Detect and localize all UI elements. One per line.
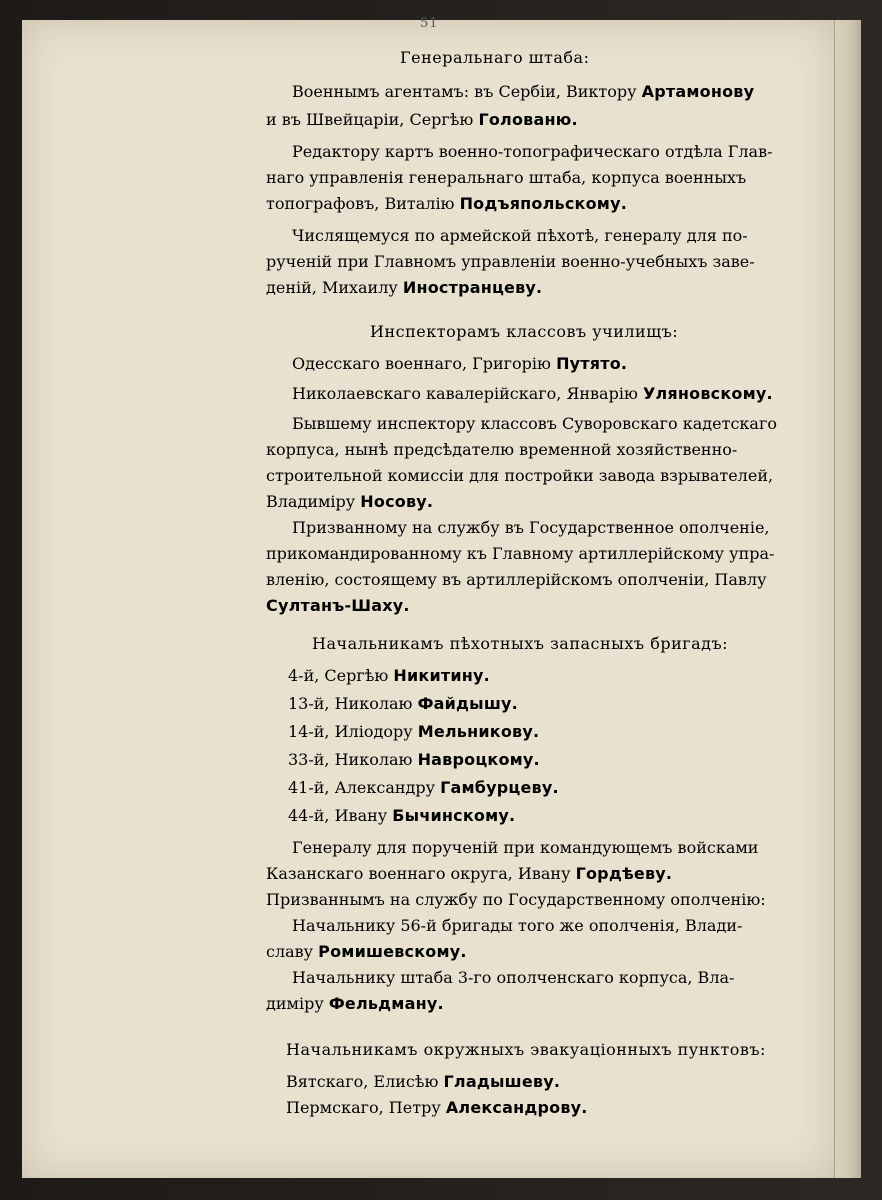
inspector-nikolaev: [292, 384, 773, 403]
person-name: Фельдману.: [328, 994, 444, 1013]
paragraph-called-militia-line2: Начальнику 56-й бригады того же ополченія, Влади-: [292, 916, 743, 935]
person-name: Гордѣеву.: [575, 864, 673, 883]
paragraph-former-inspector-line4: [266, 492, 433, 511]
paragraph-called-militia-line1: Призваннымъ на службу по Государственному ополченію:: [266, 890, 766, 909]
page-number: 51: [420, 16, 439, 31]
text: и въ Швейцаріи, Сергѣю: [266, 110, 479, 129]
text: 44-й, Ивану: [288, 806, 393, 825]
section-heading-evacuation: Начальникамъ окружныхъ эвакуаціонныхъ пунктовъ:: [286, 1040, 766, 1059]
list-item: [288, 722, 539, 741]
paragraph-general-line1: Числящемуся по армейской пѣхотѣ, генералу для по-: [292, 226, 748, 245]
paragraph-militia-line2: прикомандированному къ Главному артиллерійскому упра-: [266, 544, 775, 563]
paragraph-militia-line4: [266, 596, 410, 615]
person-name: Навроцкому.: [417, 750, 540, 769]
text: 13-й, Николаю: [288, 694, 418, 713]
paragraph-general-line3: [266, 278, 542, 297]
section-heading-brigades: Начальникамъ пѣхотныхъ запасныхъ бригадъ:: [312, 634, 729, 653]
list-item: [288, 806, 515, 825]
text: 4-й, Сергѣю: [288, 666, 394, 685]
text: Владиміру: [266, 492, 361, 511]
person-name: Уляновскому.: [642, 384, 773, 403]
person-name: Александрову.: [445, 1098, 588, 1117]
section-heading-inspectors: Инспекторамъ классовъ училищъ:: [370, 322, 679, 341]
text: 33-й, Николаю: [288, 750, 418, 769]
text: Вятскаго, Елисѣю: [286, 1072, 444, 1091]
paragraph-editor-line3: [266, 194, 627, 213]
list-item: [288, 666, 490, 685]
text: деній, Михаилу: [266, 278, 403, 297]
person-name: Файдышу.: [417, 694, 518, 713]
person-name: Никитину.: [393, 666, 490, 685]
person-name: Султанъ-Шаху.: [266, 596, 410, 615]
paragraph-militia-line1: Призванному на службу въ Государственное ополченіе,: [292, 518, 770, 537]
list-item: [288, 778, 559, 797]
paragraph-kazan-line1: Генералу для порученій при командующемъ войсками: [292, 838, 759, 857]
paragraph-former-inspector-line1: Бывшему инспектору классовъ Суворовскаго кадетскаго: [292, 414, 777, 433]
paragraph-militia-line3: вленію, состоящему въ артиллерійскомъ ополченіи, Павлу: [266, 570, 767, 589]
paragraph-general-line2: рученій при Главномъ управленіи военно-учебныхъ заве-: [266, 252, 755, 271]
person-name: Путято.: [556, 354, 628, 373]
paragraph-former-inspector-line3: строительной комиссіи для постройки завода взрывателей,: [266, 466, 774, 485]
paragraph-called-militia-line3: [266, 942, 467, 961]
text: Казанскаго военнаго округа, Ивану: [266, 864, 576, 883]
person-name: Мельникову.: [417, 722, 540, 741]
paragraph-military-agents-line1: [292, 82, 754, 101]
page-edge: [834, 20, 861, 1178]
paragraph-kazan-line2: [266, 864, 672, 883]
list-item: [286, 1072, 560, 1091]
person-name: Подъяпольскому.: [459, 194, 627, 213]
person-name: Бычинскому.: [392, 806, 516, 825]
text: славу: [266, 942, 319, 961]
paragraph-former-inspector-line2: корпуса, нынѣ предсѣдателю временной хозяйственно-: [266, 440, 738, 459]
list-item: [288, 694, 518, 713]
person-name: Ромишевскому.: [318, 942, 467, 961]
paragraph-editor-line2: наго управленія генеральнаго штаба, корпуса военныхъ: [266, 168, 747, 187]
paragraph-called-militia-line5: [266, 994, 444, 1013]
text: Военнымъ агентамъ: въ Сербіи, Виктору: [292, 82, 642, 101]
paragraph-editor-line1: Редактору картъ военно-топографическаго отдѣла Глав-: [292, 142, 773, 161]
text: 14-й, Иліодору: [288, 722, 418, 741]
text: 41-й, Александру: [288, 778, 441, 797]
text: Пермскаго, Петру: [286, 1098, 446, 1117]
person-name: Гамбурцеву.: [440, 778, 559, 797]
person-name: Артамонову: [641, 82, 755, 101]
paragraph-called-militia-line4: Начальнику штаба 3-го ополченскаго корпуса, Вла-: [292, 968, 735, 987]
paragraph-military-agents-line2: [266, 110, 578, 129]
text: Одесскаго военнаго, Григорію: [292, 354, 557, 373]
person-name: Иностранцеву.: [402, 278, 543, 297]
list-item: [286, 1098, 588, 1117]
person-name: Голованю.: [478, 110, 578, 129]
inspector-odessa: [292, 354, 627, 373]
text: Николаевскаго кавалерійскаго, Январію: [292, 384, 643, 403]
list-item: [288, 750, 540, 769]
person-name: Гладышеву.: [443, 1072, 561, 1091]
person-name: Носову.: [360, 492, 434, 511]
text: диміру: [266, 994, 329, 1013]
section-heading-general-staff: Генеральнаго штаба:: [400, 48, 590, 67]
text: топографовъ, Виталію: [266, 194, 460, 213]
